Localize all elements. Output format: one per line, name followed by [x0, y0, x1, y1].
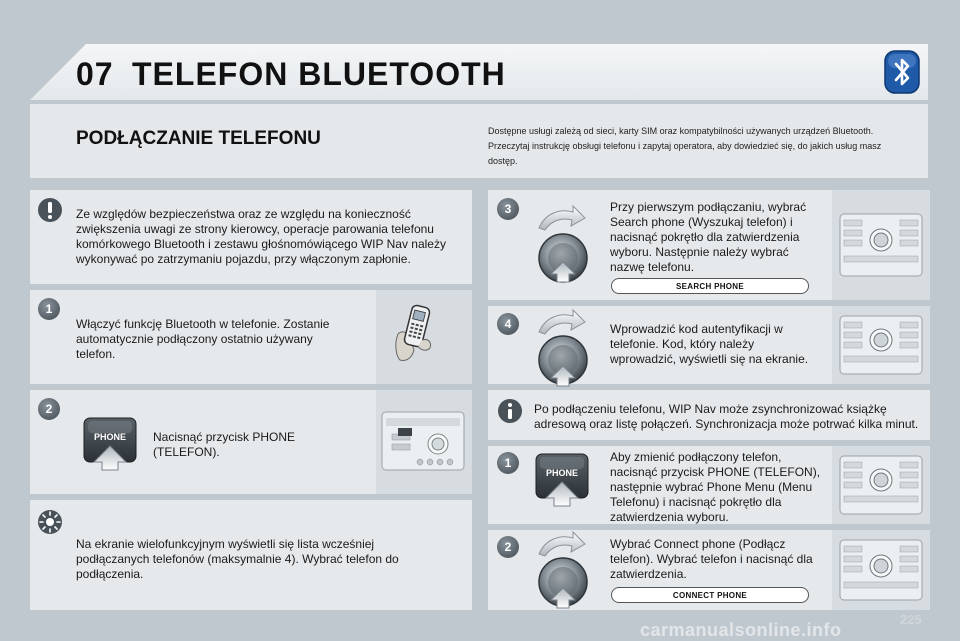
mobile-phone-icon	[392, 300, 448, 364]
car-radio-icon	[838, 312, 924, 378]
car-radio-icon	[838, 536, 924, 604]
watermark: carmanualsonline.info	[640, 620, 842, 640]
phone-key-label: PHONE	[93, 432, 126, 442]
car-radio-icon	[380, 406, 466, 476]
step3-badge: 3	[497, 198, 519, 220]
warning-text: Ze względów bezpieczeństwa oraz ze względu na konieczność zwiększenia uwagi ze strony kierowcy, operacje parowania telefonu komórkowego Bluetooth i zestawu głośnomówiącego WIP Nav należy wykonywać po zatrzymaniu pojazdu, przy włączonym zapłonie.	[76, 207, 446, 266]
rotary-knob-push-icon	[525, 526, 597, 614]
chapter-number: 07	[76, 56, 114, 92]
intro-text: Dostępne usługi zależą od sieci, karty SIM oraz kompatybilności używanych urządzeń Bluetooth. Przeczytaj instrukcję obsługi telefonu i zapytaj operatora, aby dowiedzieć się, do jakich usług masz dostęp.	[488, 126, 882, 166]
tip-text: Na ekranie wielofunkcyjnym wyświetli się lista wcześniej podłączanych telefonów (maksymalnie 4). Wybrać telefon do podłączenia.	[76, 537, 399, 581]
phone-key-button[interactable]	[80, 412, 152, 472]
phone-key-label: PHONE	[545, 468, 578, 478]
section-title: PODŁĄCZANIE TELEFONU	[76, 128, 321, 149]
phone-key-graphic	[532, 448, 604, 510]
rotary-knob-push-icon	[525, 304, 597, 392]
step4-text: Wprowadzić kod autentyfikacji w telefonie. Kod, który należy wprowadzić, wyświetli się na ekranie.	[610, 322, 809, 366]
car-radio-icon	[838, 452, 924, 518]
search-phone-pill[interactable]: SEARCH PHONE	[611, 278, 809, 294]
phone-key-graphic	[80, 412, 152, 474]
info-text: Po podłączeniu telefonu, WIP Nav może zsynchronizować książkę adresową oraz listę połączeń. Synchronizacja może potrwać kilka minut.	[534, 402, 919, 431]
page-number: 225	[900, 612, 922, 627]
connect-phone-pill[interactable]: CONNECT PHONE	[611, 587, 809, 603]
step4-badge: 4	[497, 313, 519, 335]
step1-text: Włączyć funkcję Bluetooth w telefonie. Zostanie automatycznie podłączony ostatnio używany telefon.	[76, 317, 330, 361]
change1-text: Aby zmienić podłączony telefon, nacisnąć przycisk PHONE (TELEFON), następnie wybrać Phone Menu (Menu Telefonu) i nacisnąć pokrętło dla zatwierdzenia wyboru.	[610, 450, 821, 524]
tip-sun-icon	[36, 508, 64, 536]
warning-icon	[36, 196, 64, 224]
info-icon	[496, 397, 524, 425]
step2-text: Nacisnąć przycisk PHONE (TELEFON).	[153, 430, 296, 459]
car-radio-icon	[838, 210, 924, 280]
change1-badge: 1	[497, 452, 519, 474]
step2-badge: 2	[38, 398, 60, 420]
bluetooth-icon	[884, 50, 920, 94]
step1-badge: 1	[38, 298, 60, 320]
change2-badge: 2	[497, 536, 519, 558]
phone-key-button[interactable]	[532, 448, 604, 508]
step3-text: Przy pierwszym podłączaniu, wybrać Search phone (Wyszukaj telefon) i nacisnąć pokrętło dla zatwierdzenia wyboru. Następnie należy wybrać nazwę telefonu.	[610, 200, 807, 274]
rotary-knob-push-icon	[525, 200, 597, 288]
chapter-title: TELEFON BLUETOOTH	[132, 56, 506, 92]
change2-text: Wybrać Connect phone (Podłącz telefon). Wybrać telefon i nacisnąć dla zatwierdzenia.	[610, 537, 813, 581]
